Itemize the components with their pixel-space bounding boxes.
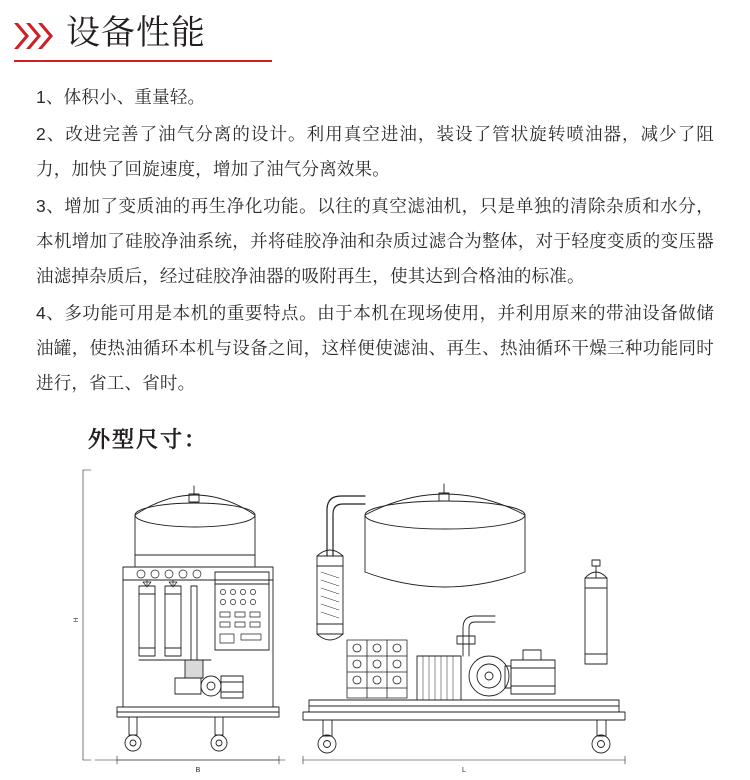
section-dimensions (0, 423, 750, 780)
dimensions-drawing (0, 460, 750, 780)
section-header (0, 0, 750, 62)
paragraph-3: 3、增加了变质油的再生净化功能。以往的真空滤油机，只是单独的清除杂质和水分，本机增加了硅胶净油系统，并将硅胶净油和杂质过滤合为整体，对于轻度变质的变压器油滤掉杂质后，经过硅胶净油器的吸附再生，使其达到合格油的标准。 (36, 196, 714, 286)
svg-text:B: B (195, 767, 201, 774)
dimensions-title: 外型尺寸： (88, 427, 209, 452)
performance-text-block (0, 62, 750, 401)
triple-chevron-icon (14, 21, 58, 51)
svg-text:H: H (74, 617, 80, 623)
svg-text:L: L (462, 767, 466, 774)
machine-outline-svg (65, 460, 685, 780)
header-underline (14, 60, 272, 62)
paragraph-4: 4、多功能可用是本机的重要特点。由于本机在现场使用，并利用原来的带油设备做储油罐，使热油循环本机与设备之间，这样便使滤油、再生、热油循环干燥三种功能同时进行，省工、省时。 (36, 303, 714, 393)
paragraph-2: 2、改进完善了油气分离的设计。利用真空进油，装设了管状旋转喷油器，减少了阻力，加快了回旋速度，增加了油气分离效果。 (36, 124, 714, 179)
page-title: 设备性能 (66, 14, 206, 52)
header-row (14, 14, 750, 52)
paragraph-1: 1、体积小、重量轻。 (36, 87, 206, 107)
